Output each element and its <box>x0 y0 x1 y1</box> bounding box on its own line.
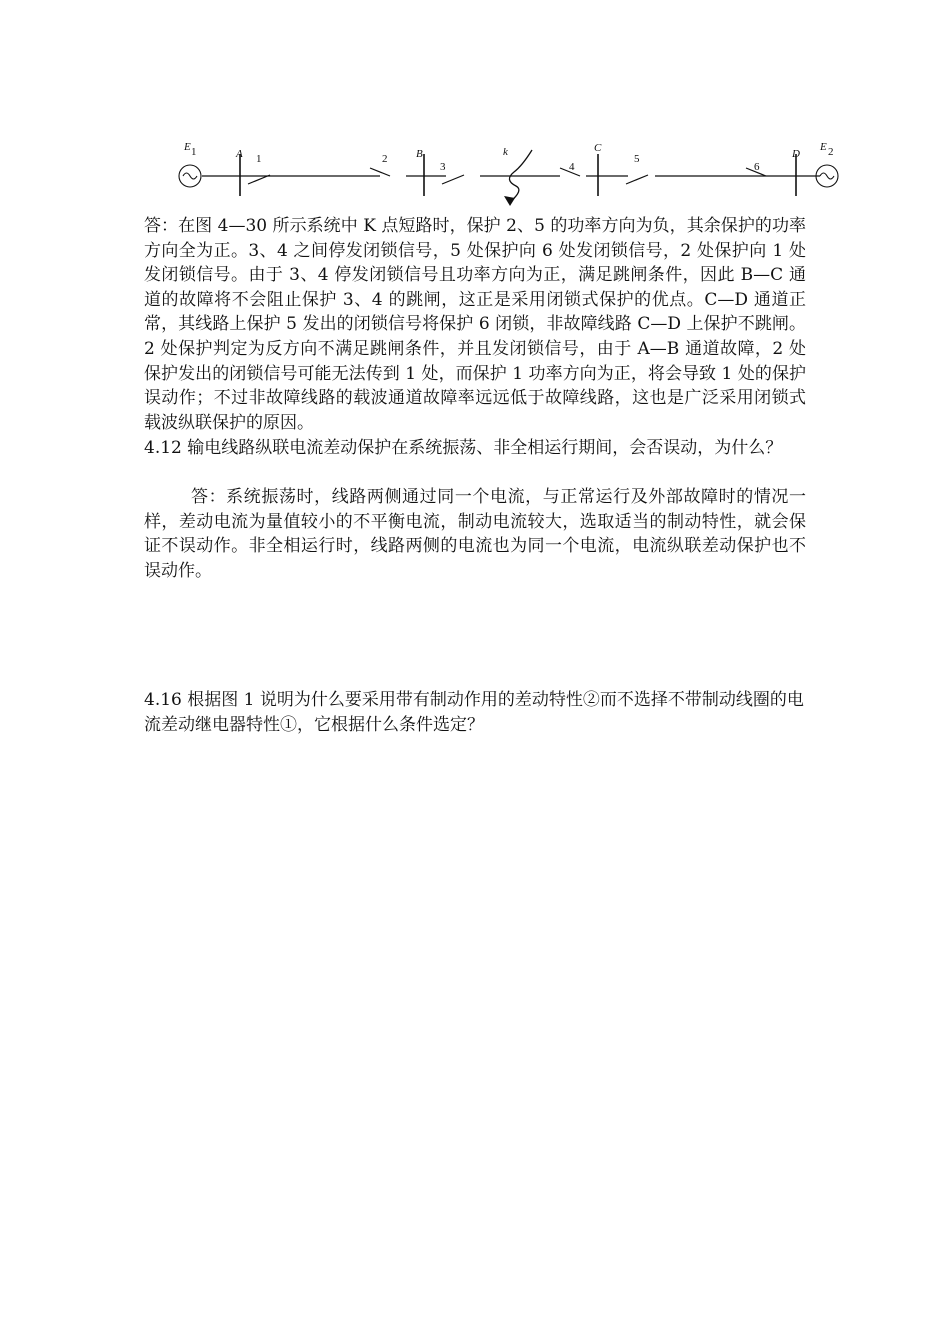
label-bus-a: A <box>236 148 243 160</box>
system-diagram <box>170 132 850 212</box>
source-e1 <box>179 165 201 187</box>
label-e1-sub: 1 <box>191 146 197 158</box>
label-breaker-3: 3 <box>440 161 446 173</box>
question-4-12-text: 4.12 输电线路纵联电流差动保护在系统振荡、非全相运行期间，会否误动，为什么？ <box>144 438 783 458</box>
label-e1: E <box>184 141 191 153</box>
label-e2-sub: 2 <box>828 146 834 158</box>
question-4-16 <box>144 688 806 737</box>
answer-4-12 <box>144 485 806 583</box>
label-breaker-4: 4 <box>569 161 575 173</box>
question-4-12 <box>144 436 806 461</box>
answer-text: 答：在图 4—30 所示系统中 K 点短路时，保护 2、5 的功率方向为负，其余保护的功率方向全为正。3、4 之间停发闭锁信号，5 处保护向 6 处发闭锁信号，2 处保护向 1 处发闭锁信号。由于 3、4 停发闭锁信号且功率方向为正，满足跳闸条件，因此 B—C 通道的故障将不会阻止保护 3、4 的跳闸，这正是采用闭锁式保护的优点。C—D 通道正常，其线路上保护 5 发出的闭锁信号将保护 6 闭锁，非故障线路 C—D 上保护不跳闸。2 处保护判定为反方向不满足跳闸条件，并且发闭锁信号，由于 A—B 通道故障，2 处保护发出的闭锁信号可能无法传到 1 处，而保护 1 功率方向为正，将会导致 1 处的保护误动作；不过非故障线路的载波通道故障率远远低于故障线路，这也是广泛采用闭锁式载波纵联保护的原因。 <box>144 216 806 433</box>
label-breaker-2: 2 <box>382 153 388 165</box>
label-bus-c: C <box>594 142 602 154</box>
label-breaker-6: 6 <box>754 161 760 173</box>
answer-4-12-text: 答：系统振荡时，线路两侧通过同一个电流，与正常运行及外部故障时的情况一样，差动电流为量值较小的不平衡电流，制动电流较大，选取适当的制动特性，就会保证不误动作。非全相运行时，线路两侧的电流也为同一个电流，电流纵联差动保护也不误动作。 <box>144 487 806 581</box>
label-breaker-5: 5 <box>634 153 640 165</box>
label-bus-b: B <box>416 148 423 160</box>
label-e2: E <box>820 141 827 153</box>
label-breaker-1: 1 <box>256 153 262 165</box>
fault-arrow-icon <box>504 196 515 206</box>
answer-paragraph <box>144 214 806 435</box>
label-fault-k: k <box>503 146 508 158</box>
question-4-16-text: 4.16 根据图 1 说明为什么要采用带有制动作用的差动特性②而不选择不带制动线圈的电流差动继电器特性①，它根据什么条件选定？ <box>144 690 804 735</box>
label-bus-d: D <box>792 148 800 160</box>
